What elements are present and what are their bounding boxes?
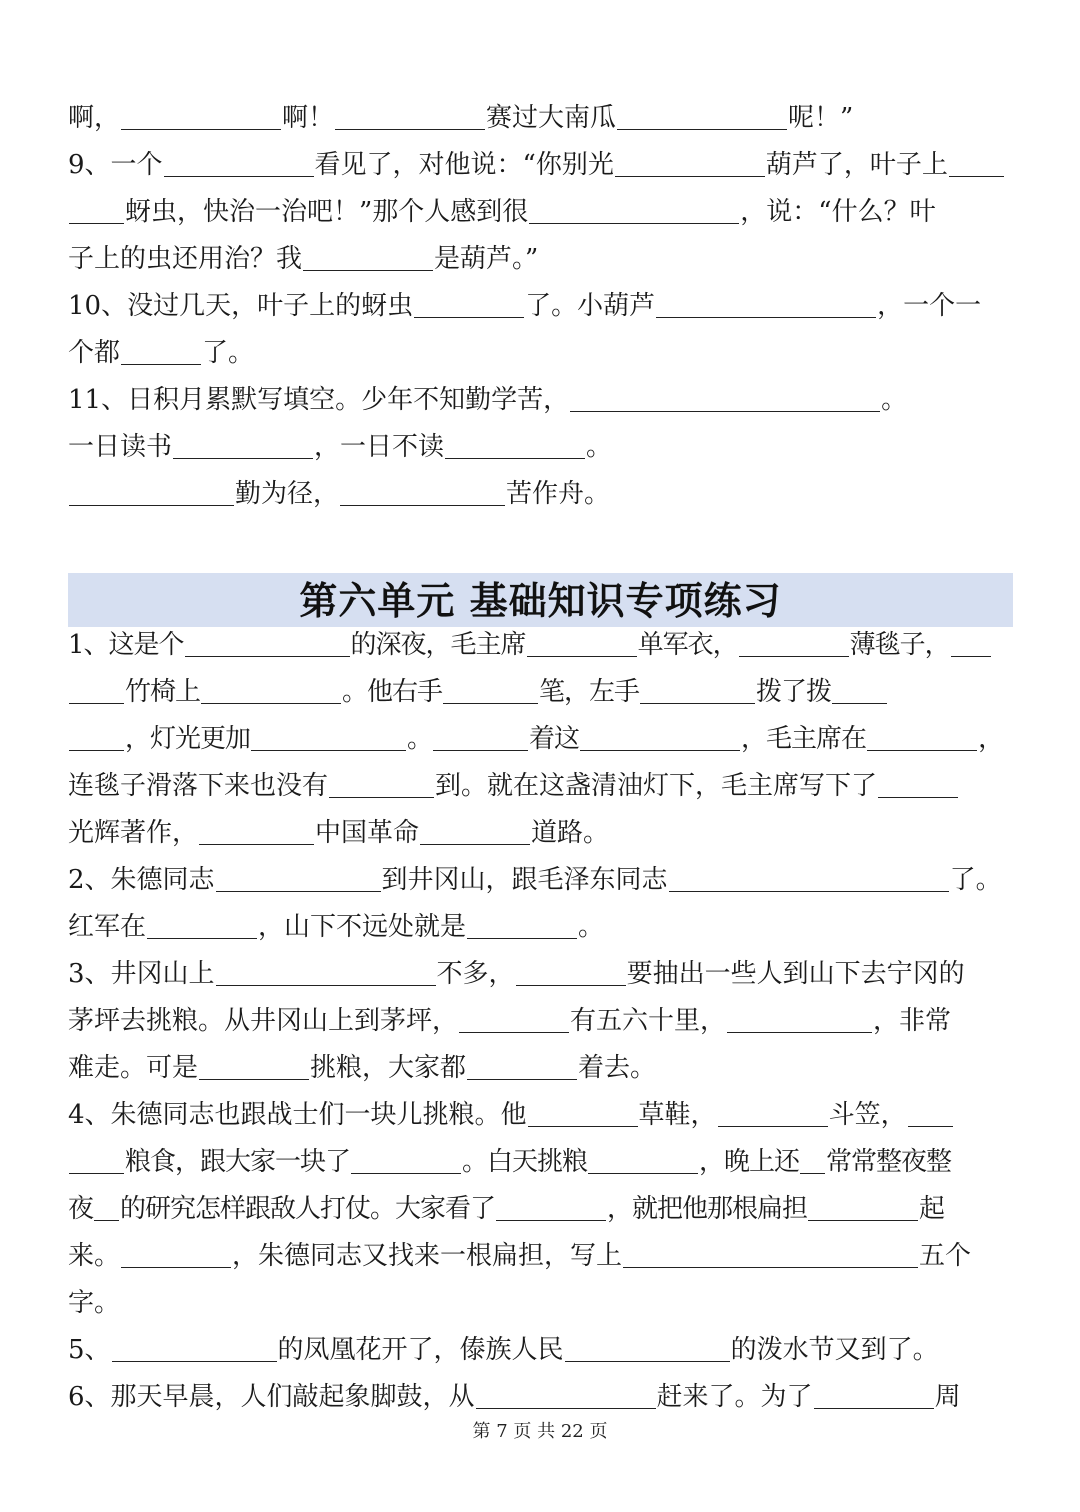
line-text: 薄毯子， xyxy=(849,630,950,660)
fill-in-blank[interactable] xyxy=(867,724,977,751)
line-text: ，灯光更加 xyxy=(125,724,251,754)
fill-in-blank[interactable] xyxy=(832,677,887,704)
fill-in-blank[interactable] xyxy=(476,1382,656,1409)
line-text: 笔，左手 xyxy=(539,677,640,707)
line-text: 字。 xyxy=(68,1288,121,1318)
line-text: 。 xyxy=(881,385,908,415)
line-text: 6、那天早晨，人们敲起象脚鼓，从 xyxy=(68,1382,475,1412)
line-text: 连毯子滑落下来也没有 xyxy=(68,771,329,801)
fill-in-blank[interactable] xyxy=(528,1100,638,1127)
line-text: 9、一个 xyxy=(68,150,163,180)
line-text: ，一日不读 xyxy=(314,432,445,462)
fill-in-blank[interactable] xyxy=(69,479,234,506)
fill-in-blank[interactable] xyxy=(467,1053,577,1080)
text-line xyxy=(68,810,1013,856)
fill-in-blank[interactable] xyxy=(580,724,740,751)
line-text: 11、日积月累默写填空。少年不知勤学苦， xyxy=(68,385,570,415)
line-text: 2、朱德同志 xyxy=(68,865,215,895)
text-line xyxy=(68,669,1013,715)
line-text: 。他右手 xyxy=(342,677,443,707)
fill-in-blank[interactable] xyxy=(739,630,849,657)
line-text: ， xyxy=(978,724,1004,754)
fill-in-blank[interactable] xyxy=(216,959,436,986)
text-line xyxy=(68,1139,1013,1185)
fill-in-blank[interactable] xyxy=(617,103,787,130)
line-text: 。 xyxy=(586,432,613,462)
line-text: 周 xyxy=(934,1382,961,1412)
line-text: 着这 xyxy=(529,724,580,754)
line-text: 5、 xyxy=(68,1335,111,1365)
page-footer: 第 7 页 共 22 页 xyxy=(472,1421,608,1442)
line-text: 啊， xyxy=(68,103,121,133)
text-line xyxy=(68,1045,1013,1091)
fill-in-blank[interactable] xyxy=(445,432,585,459)
line-text: 道路。 xyxy=(531,818,610,848)
fill-in-blank[interactable] xyxy=(814,1382,934,1409)
text-line xyxy=(68,236,1013,282)
line-text: 五个 xyxy=(919,1241,972,1271)
line-text: 有五六十里， xyxy=(570,1006,727,1036)
fill-in-blank[interactable] xyxy=(69,197,124,224)
text-line xyxy=(68,904,1013,950)
fill-in-blank[interactable] xyxy=(623,1241,918,1268)
fill-in-blank[interactable] xyxy=(443,677,538,704)
text-line xyxy=(68,1233,1013,1279)
fill-in-blank[interactable] xyxy=(147,912,257,939)
fill-in-blank[interactable] xyxy=(121,1241,231,1268)
line-text: 。 xyxy=(578,912,605,942)
line-text: 到井冈山，跟毛泽东同志 xyxy=(381,865,668,895)
line-text: 不多， xyxy=(436,959,515,989)
line-text: 拨了拨 xyxy=(756,677,832,707)
fill-in-blank[interactable] xyxy=(565,1335,730,1362)
fill-in-blank[interactable] xyxy=(908,1100,953,1127)
text-line xyxy=(68,1327,1013,1373)
text-line xyxy=(68,471,1013,517)
line-text: 光辉著作， xyxy=(68,818,199,848)
text-line xyxy=(68,1280,1013,1326)
fill-in-blank[interactable] xyxy=(414,291,524,318)
line-text: 了。 xyxy=(202,338,255,368)
fill-in-blank[interactable] xyxy=(467,912,577,939)
fill-in-blank[interactable] xyxy=(718,1100,828,1127)
line-text: 苦作舟。 xyxy=(506,479,611,509)
fill-in-blank[interactable] xyxy=(251,724,406,751)
section-title: 第六单元 基础知识专项练习 xyxy=(299,578,782,623)
text-line xyxy=(68,998,1013,1044)
text-line xyxy=(68,283,1013,329)
fill-in-blank[interactable] xyxy=(303,244,433,271)
line-text: 夜 xyxy=(68,1194,94,1224)
line-text: 要抽出一些人到山下去宁冈的 xyxy=(626,959,965,989)
line-text: 4、朱德同志也跟战士们一块儿挑粮。他 xyxy=(68,1100,527,1130)
line-text: 起 xyxy=(919,1194,945,1224)
section-banner xyxy=(68,573,1013,627)
text-line xyxy=(68,424,1013,470)
line-text: 一日读书 xyxy=(68,432,173,462)
fill-in-blank[interactable] xyxy=(496,1194,606,1221)
line-text: 是葫芦。” xyxy=(434,244,539,274)
line-text: 10、没过几天，叶子上的蚜虫 xyxy=(68,291,414,321)
fill-in-blank[interactable] xyxy=(949,150,1004,177)
line-text: 。白天挑粮 xyxy=(462,1147,588,1177)
text-line xyxy=(68,1374,1013,1420)
line-text: 了。小葫芦 xyxy=(525,291,656,321)
line-text: 个都 xyxy=(68,338,121,368)
fill-in-blank[interactable] xyxy=(656,291,876,318)
line-text: ，毛主席在 xyxy=(741,724,867,754)
text-line xyxy=(68,1092,1013,1138)
fill-in-blank[interactable] xyxy=(351,1147,461,1174)
line-text: 竹椅上 xyxy=(125,677,201,707)
line-text: 着去。 xyxy=(578,1053,657,1083)
fill-in-blank[interactable] xyxy=(199,1053,309,1080)
line-text: 赛过大南瓜 xyxy=(486,103,617,133)
line-text: 啊！ xyxy=(282,103,335,133)
line-text: 单军衣， xyxy=(637,630,738,660)
fill-in-blank[interactable] xyxy=(516,959,626,986)
line-text: 赶来了。为了 xyxy=(656,1382,813,1412)
line-text: 子上的虫还用治？我 xyxy=(68,244,303,274)
fill-in-blank[interactable] xyxy=(669,865,949,892)
line-text: 了。 xyxy=(949,865,1002,895)
line-text: ，一个一 xyxy=(877,291,982,321)
text-line xyxy=(68,763,1013,809)
fill-in-blank[interactable] xyxy=(727,1006,872,1033)
fill-in-blank[interactable] xyxy=(570,385,880,412)
fill-in-blank[interactable] xyxy=(69,1147,124,1174)
line-text: 的深夜，毛主席 xyxy=(350,630,526,660)
line-text: ，非常 xyxy=(873,1006,952,1036)
fill-in-blank[interactable] xyxy=(216,865,381,892)
fill-in-blank[interactable] xyxy=(112,1335,277,1362)
text-line xyxy=(68,1186,1013,1232)
line-text: 的凤凰花开了，傣族人民 xyxy=(277,1335,564,1365)
line-text: 呢！” xyxy=(788,103,854,133)
fill-in-blank[interactable] xyxy=(340,479,505,506)
fill-in-blank[interactable] xyxy=(121,103,281,130)
line-text: ，朱德同志又找来一根扁担，写上 xyxy=(232,1241,623,1271)
fill-in-blank[interactable] xyxy=(185,630,350,657)
line-text: ，山下不远处就是 xyxy=(258,912,467,942)
fill-in-blank[interactable] xyxy=(433,724,528,751)
line-text: ，说：“什么？叶 xyxy=(740,197,936,227)
text-line xyxy=(68,857,1013,903)
fill-in-blank[interactable] xyxy=(69,724,124,751)
line-text: ，就把他那根扁担 xyxy=(607,1194,808,1224)
line-text: 葫芦了，叶子上 xyxy=(765,150,948,180)
line-text: 的泼水节又到了。 xyxy=(730,1335,939,1365)
line-text: 到。就在这盏清油灯下，毛主席写下了 xyxy=(435,771,878,801)
fill-in-blank[interactable] xyxy=(640,677,755,704)
line-text: ，晚上还 xyxy=(699,1147,800,1177)
fill-in-blank[interactable] xyxy=(615,150,765,177)
fill-in-blank[interactable] xyxy=(121,338,201,365)
fill-in-blank[interactable] xyxy=(329,771,434,798)
line-text: 看见了，对他说：“你别光 xyxy=(314,150,614,180)
text-line xyxy=(68,377,1013,423)
fill-in-blank[interactable] xyxy=(69,677,124,704)
text-line xyxy=(68,142,1013,188)
line-text: 。 xyxy=(407,724,433,754)
fill-in-blank[interactable] xyxy=(164,150,314,177)
fill-in-blank[interactable] xyxy=(201,677,341,704)
text-line xyxy=(68,622,1013,668)
line-text: 1、这是个 xyxy=(68,630,184,660)
fill-in-blank[interactable] xyxy=(199,818,314,845)
text-line xyxy=(68,951,1013,997)
fill-in-blank[interactable] xyxy=(808,1194,918,1221)
line-text: 中国革命 xyxy=(315,818,420,848)
fill-in-blank[interactable] xyxy=(420,818,530,845)
fill-in-blank[interactable] xyxy=(878,771,958,798)
fill-in-blank[interactable] xyxy=(335,103,485,130)
line-text: 红军在 xyxy=(68,912,147,942)
fill-in-blank[interactable] xyxy=(94,1194,119,1221)
line-text: 粮食，跟大家一块了 xyxy=(125,1147,351,1177)
text-line xyxy=(68,95,1013,141)
line-text: 斗笠， xyxy=(828,1100,907,1130)
fill-in-blank[interactable] xyxy=(459,1006,569,1033)
line-text: 勤为径， xyxy=(235,479,340,509)
line-text: 难走。可是 xyxy=(68,1053,199,1083)
line-text: 草鞋， xyxy=(638,1100,717,1130)
line-text: 挑粮，大家都 xyxy=(310,1053,467,1083)
fill-in-blank[interactable] xyxy=(800,1147,825,1174)
line-text: 蚜虫，快治一治吧！”那个人感到很 xyxy=(125,197,529,227)
fill-in-blank[interactable] xyxy=(527,630,637,657)
line-text: 的研究怎样跟敌人打仗。大家看了 xyxy=(120,1194,496,1224)
fill-in-blank[interactable] xyxy=(529,197,739,224)
line-text: 来。 xyxy=(68,1241,121,1271)
text-line xyxy=(68,716,1013,762)
fill-in-blank[interactable] xyxy=(588,1147,698,1174)
fill-in-blank[interactable] xyxy=(951,630,991,657)
fill-in-blank[interactable] xyxy=(173,432,313,459)
text-line xyxy=(68,330,1013,376)
text-line xyxy=(68,189,1013,235)
line-text: 茅坪去挑粮。从井冈山上到茅坪， xyxy=(68,1006,459,1036)
line-text: 3、井冈山上 xyxy=(68,959,215,989)
line-text: 常常整夜整 xyxy=(826,1147,952,1177)
